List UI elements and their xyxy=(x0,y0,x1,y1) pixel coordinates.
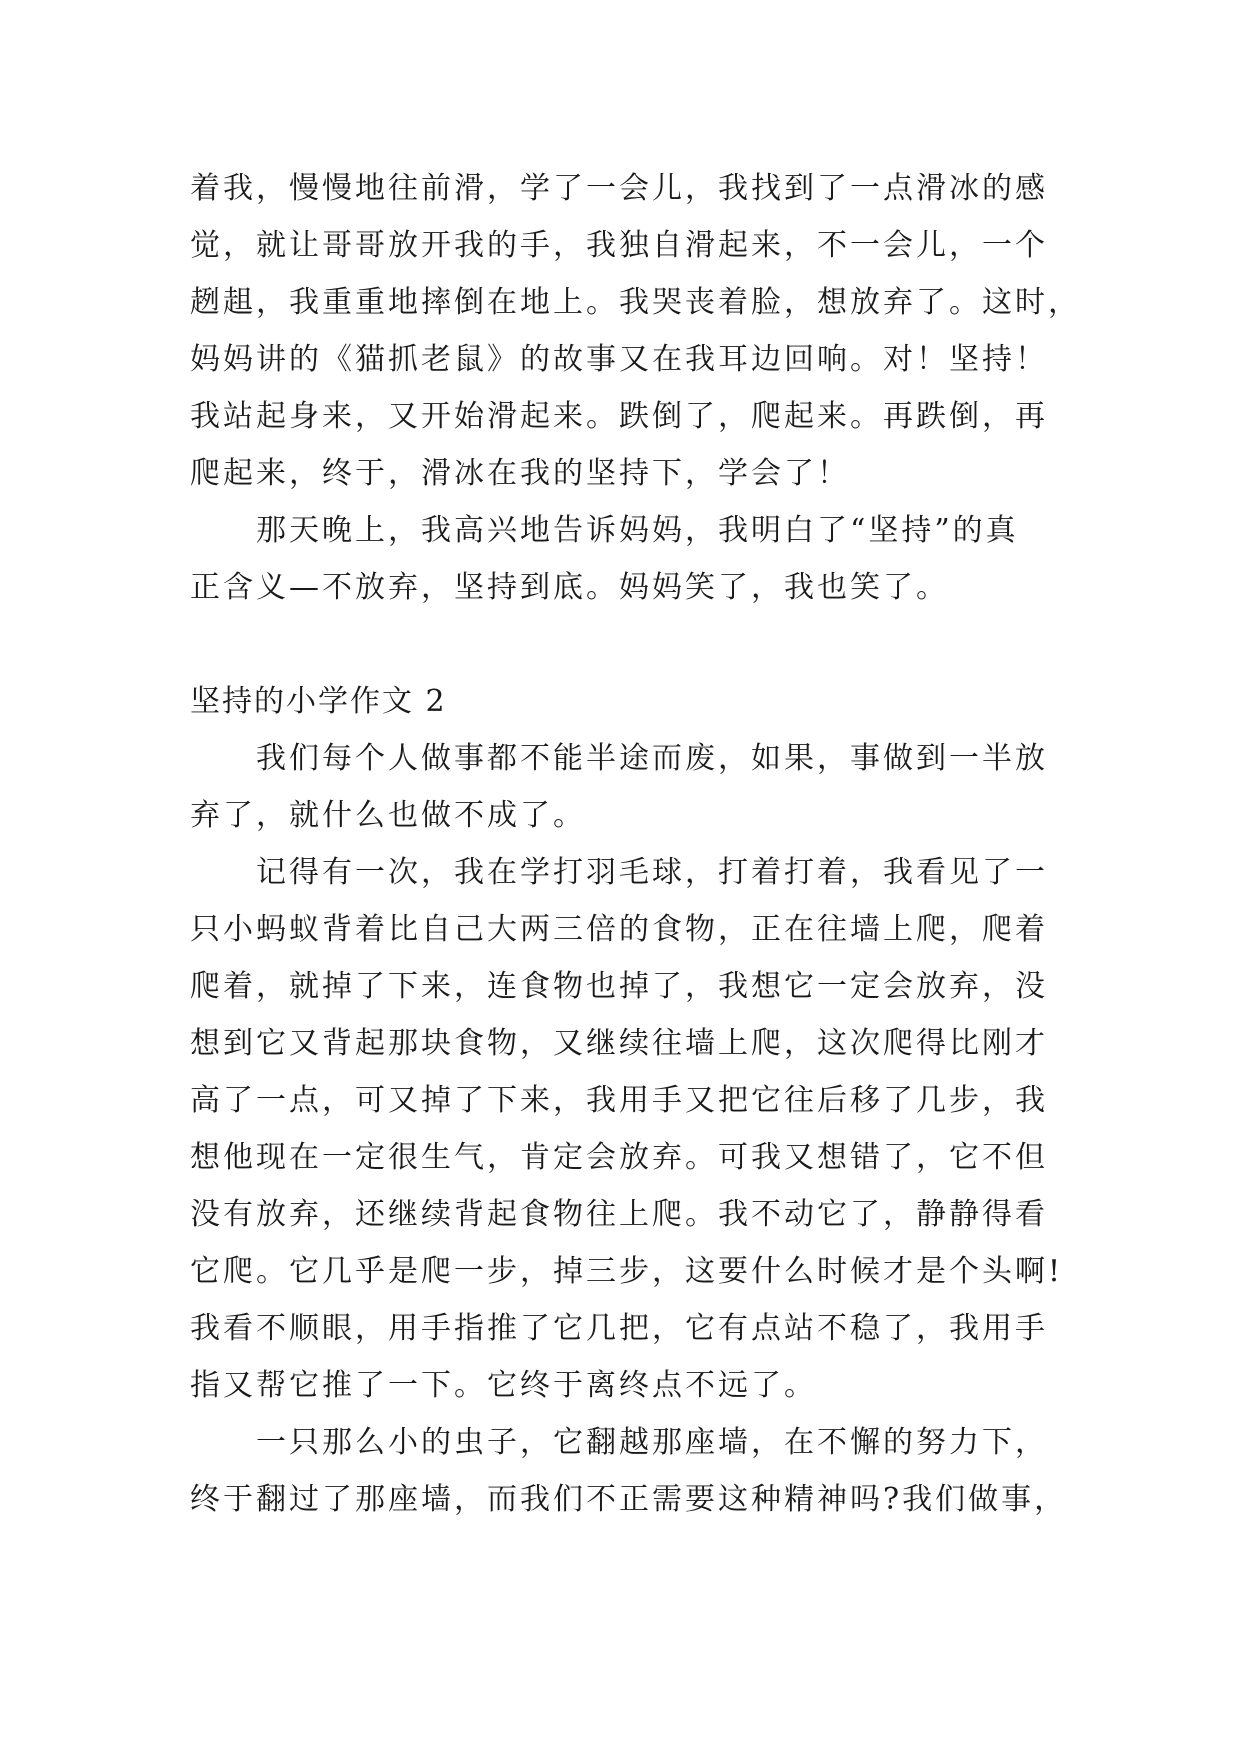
paragraph-line: 弃了，就什么也做不成了。 xyxy=(190,798,586,833)
paragraph-line: 它爬。它几乎是爬一步，掉三步，这要什么时候才是个头啊! xyxy=(190,1254,1064,1289)
paragraph-line: 终于翻过了那座墙，而我们不正需要这种精神吗?我们做事， xyxy=(190,1482,1068,1517)
paragraph-line: 我看不顺眼，用手指推了它几把，它有点站不稳了，我用手 xyxy=(190,1311,1048,1346)
paragraph-line: 想他现在一定很生气，肯定会放弃。可我又想错了，它不但 xyxy=(190,1140,1048,1175)
paragraph-line: 爬起来，终于，滑冰在我的坚持下，学会了！ xyxy=(190,456,850,491)
paragraph-line: 正含义—不放弃，坚持到底。妈妈笑了，我也笑了。 xyxy=(190,570,949,605)
paragraph-line: 觉，就让哥哥放开我的手，我独自滑起来，不一会儿，一个 xyxy=(190,228,1048,263)
document-body xyxy=(190,160,1081,1528)
paragraph-line: 想到它又背起那块食物，又继续往墙上爬，这次爬得比刚才 xyxy=(190,1026,1048,1061)
paragraph-line: 爬着，就掉了下来，连食物也掉了，我想它一定会放弃，没 xyxy=(190,969,1048,1004)
paragraph-line: 一只那么小的虫子，它翻越那座墙，在不懈的努力下， xyxy=(256,1425,1048,1460)
paragraph-line: 没有放弃，还继续背起食物往上爬。我不动它了，静静得看 xyxy=(190,1197,1048,1232)
paragraph-line: 只小蚂蚁背着比自己大两三倍的食物，正在往墙上爬，爬着 xyxy=(190,912,1048,947)
paragraph-line: 着我，慢慢地往前滑，学了一会儿，我找到了一点滑冰的感 xyxy=(190,171,1048,206)
paragraph-line: 妈妈讲的《猫抓老鼠》的故事又在我耳边回响。对！坚持！ xyxy=(190,342,1048,377)
paragraph-line: 记得有一次，我在学打羽毛球，打着打着，我看见了一 xyxy=(256,855,1048,890)
section-heading: 坚持的小学作文 2 xyxy=(190,684,447,719)
paragraph-line: 那天晚上，我高兴地告诉妈妈，我明白了“坚持”的真 xyxy=(256,513,1019,548)
paragraph-line: 指又帮它推了一下。它终于离终点不远了。 xyxy=(190,1368,817,1403)
paragraph-line: 我们每个人做事都不能半途而废，如果，事做到一半放 xyxy=(256,741,1048,776)
paragraph-line: 高了一点，可又掉了下来，我用手又把它往后移了几步，我 xyxy=(190,1083,1048,1118)
paragraph-line: 我站起身来，又开始滑起来。跌倒了，爬起来。再跌倒，再 xyxy=(190,399,1048,434)
paragraph-line: 趔趄，我重重地摔倒在地上。我哭丧着脸，想放弃了。这时， xyxy=(190,285,1081,320)
section-gap xyxy=(190,616,1070,673)
